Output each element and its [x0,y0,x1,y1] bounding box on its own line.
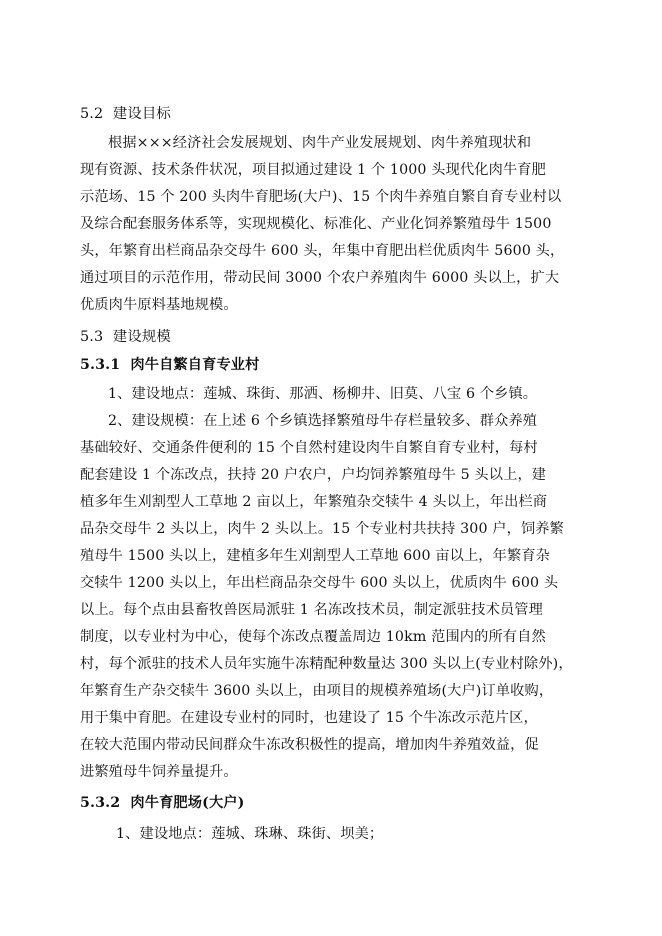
paragraph-line: 根据×××经济社会发展规划、肉牛产业发展规划、肉牛养殖现状和 [108,135,532,151]
paragraph-line: 示范场、15 个 200 头肉牛育肥场(大户)、15 个肉牛养殖自繁自育专业村以 [80,189,562,205]
paragraph-line: 在较大范围内带动民间群众牛冻改积极性的提高，增加肉牛养殖效益，促 [80,737,539,753]
paragraph-line: 村，每个派驻的技术人员年实施牛冻精配种数量达 300 头以上(专业村除外)， [80,656,573,672]
paragraph-line: 基础较好、交通条件便利的 15 个自然村建设肉牛自繁自育专业村，每村 [80,440,538,456]
list-item: 1、建设地点：莲城、珠街、那洒、杨柳井、旧莫、八宝 6 个乡镇。 [108,386,538,402]
paragraph-line: 以上。每个点由县畜牧兽医局派驻 1 名冻改技术员，制定派驻技术员管理 [80,602,543,618]
paragraph-line: 通过项目的示范作用，带动民间 3000 个农户养殖肉牛 6000 头以上，扩大 [80,270,560,286]
paragraph-line: 2、建设规模：在上述 6 个乡镇选择繁殖母牛存栏量较多、群众养殖 [108,413,538,429]
paragraph-line: 品杂交母牛 2 头以上，肉牛 2 头以上。15 个专业村共扶持 300 户，饲养繁 [80,521,564,537]
paragraph-line: 植多年生刈割型人工草地 2 亩以上，年繁殖杂交犊牛 4 头以上，年出栏商 [80,494,548,510]
paragraph-line: 头，年繁育出栏商品杂交母牛 600 头，年集中育肥出栏优质肉牛 5600 头， [80,243,565,259]
paragraph-line: 现有资源、技术条件状况，项目拟通过建设 1 个 1000 头现代化肉牛育肥 [80,162,546,178]
paragraph-line: 殖母牛 1500 头以上，建植多年生刈割型人工草地 600 亩以上，年繁育杂 [80,548,550,564]
paragraph-line: 进繁殖母牛饲养量提升。 [80,764,238,780]
subsection-heading-5-3-1: 5.3.1 肉牛自繁自育专业村 [80,357,260,373]
subsection-heading-5-3-2: 5.3.2 肉牛育肥场(大户) [80,795,245,811]
paragraph-line: 用于集中育肥。在建设专业村的同时，也建设了 15 个牛冻改示范片区， [80,710,538,726]
list-item: 1、建设地点：莲城、珠琳、珠街、坝美； [116,826,384,842]
paragraph-line: 配套建设 1 个冻改点，扶持 20 户农户，户均饲养繁殖母牛 5 头以上，建 [80,467,547,483]
paragraph-line: 制度，以专业村为中心，使每个冻改点覆盖周边 10km 范围内的所有自然 [80,629,546,645]
section-heading-5-2: 5.2 建设目标 [80,106,171,122]
paragraph-line: 交犊牛 1200 头以上，年出栏商品杂交母牛 600 头以上，优质肉牛 600 头 [80,575,559,591]
paragraph-line: 及综合配套服务体系等，实现规模化、标准化、产业化饲养繁殖母牛 1500 [80,216,552,232]
paragraph-line: 年繁育生产杂交犊牛 3600 头以上，由项目的规模养殖场(大户)订单收购， [80,683,554,699]
section-heading-5-3: 5.3 建设规模 [80,329,171,345]
paragraph-line: 优质肉牛原料基地规模。 [80,297,238,313]
